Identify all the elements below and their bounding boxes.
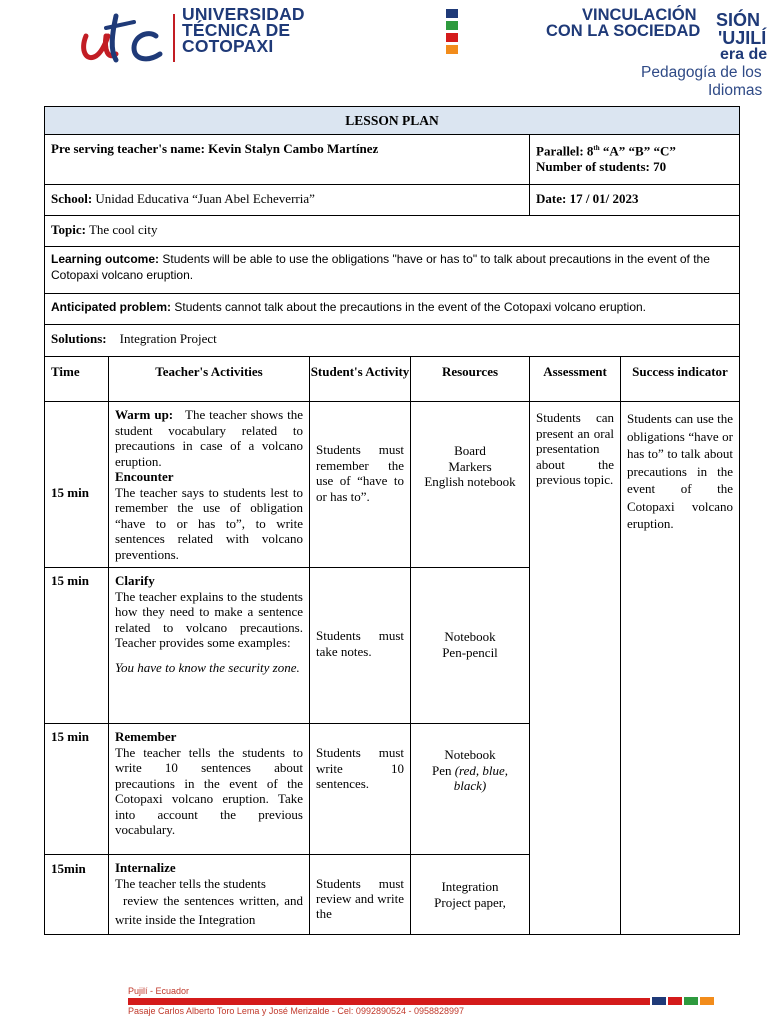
resources-header: Resources [441, 364, 499, 379]
warmup-label: Warm up: [115, 407, 174, 422]
page-footer [128, 986, 714, 1018]
clarify-label: Clarify [115, 573, 155, 588]
resource-item: Integration [441, 879, 499, 894]
resource-item: Markers [448, 458, 492, 474]
internalize-text-1: The teacher tells the students [115, 875, 266, 891]
outcome-row [45, 247, 739, 294]
stage-1-time: 15 min [51, 485, 89, 500]
outcome-cell [45, 247, 739, 293]
stage-3-student-activity: Students must write 10 sentences. [316, 745, 404, 791]
parallel-value: “A” “B” “C” [599, 143, 676, 159]
vinculacion-title: VINCULACIÓN [582, 6, 697, 24]
encounter-label: Encounter [115, 469, 174, 484]
orange-square-icon [446, 45, 458, 54]
success-indicator-cell: Students can use the obligations “have or has to” to talk about precautions in the event of the Cotopaxi volcano eruption. [627, 411, 733, 531]
resource-item: Notebook [444, 747, 496, 762]
stage-4-student-activity: Students must review and write the [316, 876, 404, 921]
students-count: Number of students: 70 [536, 158, 667, 174]
stage-4-teacher-activity [109, 855, 309, 935]
warmup-text: The teacher shows the student vocabulary related to precautions in case of a volcano eruption. [115, 407, 304, 469]
parallel-label: Parallel: 8 [536, 143, 594, 159]
utc-divider-icon [172, 14, 176, 62]
parallel-sup: th [593, 144, 600, 152]
footer-red-square-icon [668, 997, 682, 1005]
time-header: Time [51, 364, 80, 379]
clarify-example: You have to know the security zone. [115, 659, 300, 675]
problem-label: Anticipated problem: [51, 300, 172, 314]
date-cell: Date: 17 / 01/ 2023 [536, 191, 639, 206]
parallel-cell [530, 135, 739, 184]
footer-orange-square-icon [700, 997, 714, 1005]
stage-3-time: 15 min [51, 729, 89, 744]
green-square-icon [446, 21, 458, 30]
stage-3-resources [411, 747, 529, 803]
stage-1-teacher-activity [109, 402, 309, 568]
stage-2-teacher-activity [109, 568, 309, 723]
stage-2-student-activity: Students must take notes. [316, 628, 404, 659]
solutions-label: Solutions: [51, 331, 107, 346]
stage-1-resources [411, 443, 529, 503]
problem-row [45, 294, 739, 325]
extension-text-3: era de [720, 46, 768, 63]
blue-square-icon [446, 9, 458, 18]
stage-3-teacher-activity [109, 724, 309, 854]
teacher-value: Kevin Stalyn Cambo Martínez [208, 141, 379, 156]
extension-text-1: SIÓN [716, 10, 761, 30]
assessment-cell: Students can present an oral presentation about the previous topic. [536, 410, 614, 487]
resource-item: Pen-pencil [442, 644, 498, 660]
solutions-value: Integration Project [119, 331, 217, 346]
lesson-plan-title: LESSON PLAN [45, 107, 739, 135]
university-name: UNIVERSIDAD TÉCNICA DE COTOPAXI [182, 4, 305, 56]
topic-label: Topic: [51, 222, 86, 237]
stage-2-resources [411, 629, 529, 665]
footer-blue-square-icon [652, 997, 666, 1005]
stage-1-student-activity: Students must remember the use of “have to or has to”. [316, 442, 404, 504]
vinculacion-subtitle: CON LA SOCIEDAD [546, 22, 701, 40]
assessment-header: Assessment [543, 364, 607, 379]
utc-monogram-icon [76, 10, 168, 70]
school-cell [45, 185, 529, 215]
extension-text-2: 'UJILÍ [718, 28, 767, 48]
clarify-text: The teacher explains to the students how they need to make a sentence related to volcano precautions. Teacher provides some examples: [115, 588, 303, 650]
lesson-plan-table [44, 106, 740, 935]
resource-colors: (red, blue, black) [453, 762, 509, 793]
school-label: School: [51, 191, 93, 206]
red-square-icon [446, 33, 458, 42]
resource-item: Notebook [444, 629, 496, 644]
problem-value: Students cannot talk about the precautions in the event of the Cotopaxi volcano eruption. [174, 300, 647, 314]
problem-cell [45, 294, 739, 324]
teacher-cell [45, 135, 529, 184]
topic-value: The cool city [88, 222, 158, 237]
footer-city: Pujilí - Ecuador [128, 986, 190, 996]
school-row [45, 185, 739, 216]
utc-logo [76, 6, 336, 70]
outcome-label: Learning outcome: [51, 252, 160, 266]
brand-color-squares [446, 9, 460, 55]
internalize-text-2: review the sentences written, and write inside the Integration [115, 893, 303, 927]
resource-item: Pen [431, 762, 452, 778]
activity-grid [45, 357, 739, 935]
resource-item: Project paper, [434, 894, 506, 910]
solutions-row [45, 325, 739, 357]
resource-item: English notebook [424, 474, 516, 489]
student-activity-header: Student's Activity [310, 364, 410, 379]
stage-4-time: 15min [51, 861, 86, 876]
remember-label: Remember [115, 729, 177, 744]
school-value: Unidad Educativa “Juan Abel Echeverria” [95, 191, 315, 206]
solutions-cell [45, 325, 739, 356]
stage-2-time: 15 min [51, 573, 89, 588]
footer-address: Pasaje Carlos Alberto Toro Lema y José Merizalde - Cel: 0992890524 - 0958828997 [128, 1006, 465, 1016]
career-name-1: Pedagogía de los [641, 64, 762, 81]
teacher-activities-header: Teacher's Activities [155, 364, 263, 379]
encounter-text: The teacher says to students lest to remember the use of obligation “have to or has to”, to write sentences related with volcano preventions. [115, 484, 303, 562]
outcome-value: Students will be able to use the obligations "have or has to" to talk about precautions in the event of the Cotopaxi volcano eruption. [51, 252, 710, 282]
footer-red-bar [128, 998, 650, 1005]
internalize-label: Internalize [115, 860, 176, 875]
success-indicator-header: Success indicator [632, 364, 728, 379]
teacher-row [45, 135, 739, 185]
career-name-2: Idiomas [708, 82, 763, 99]
footer-green-square-icon [684, 997, 698, 1005]
remember-text: The teacher tells the students to write 10 sentences about precautions in the event of the Cotopaxi volcano eruption. Take into account the previous vocabulary. [115, 744, 303, 837]
vinculacion-logo [540, 6, 768, 100]
topic-row [45, 216, 739, 247]
resource-item: Board [454, 443, 486, 458]
teacher-label: Pre serving teacher's name: [51, 141, 205, 156]
stage-4-resources [411, 879, 529, 919]
topic-cell [45, 216, 739, 246]
